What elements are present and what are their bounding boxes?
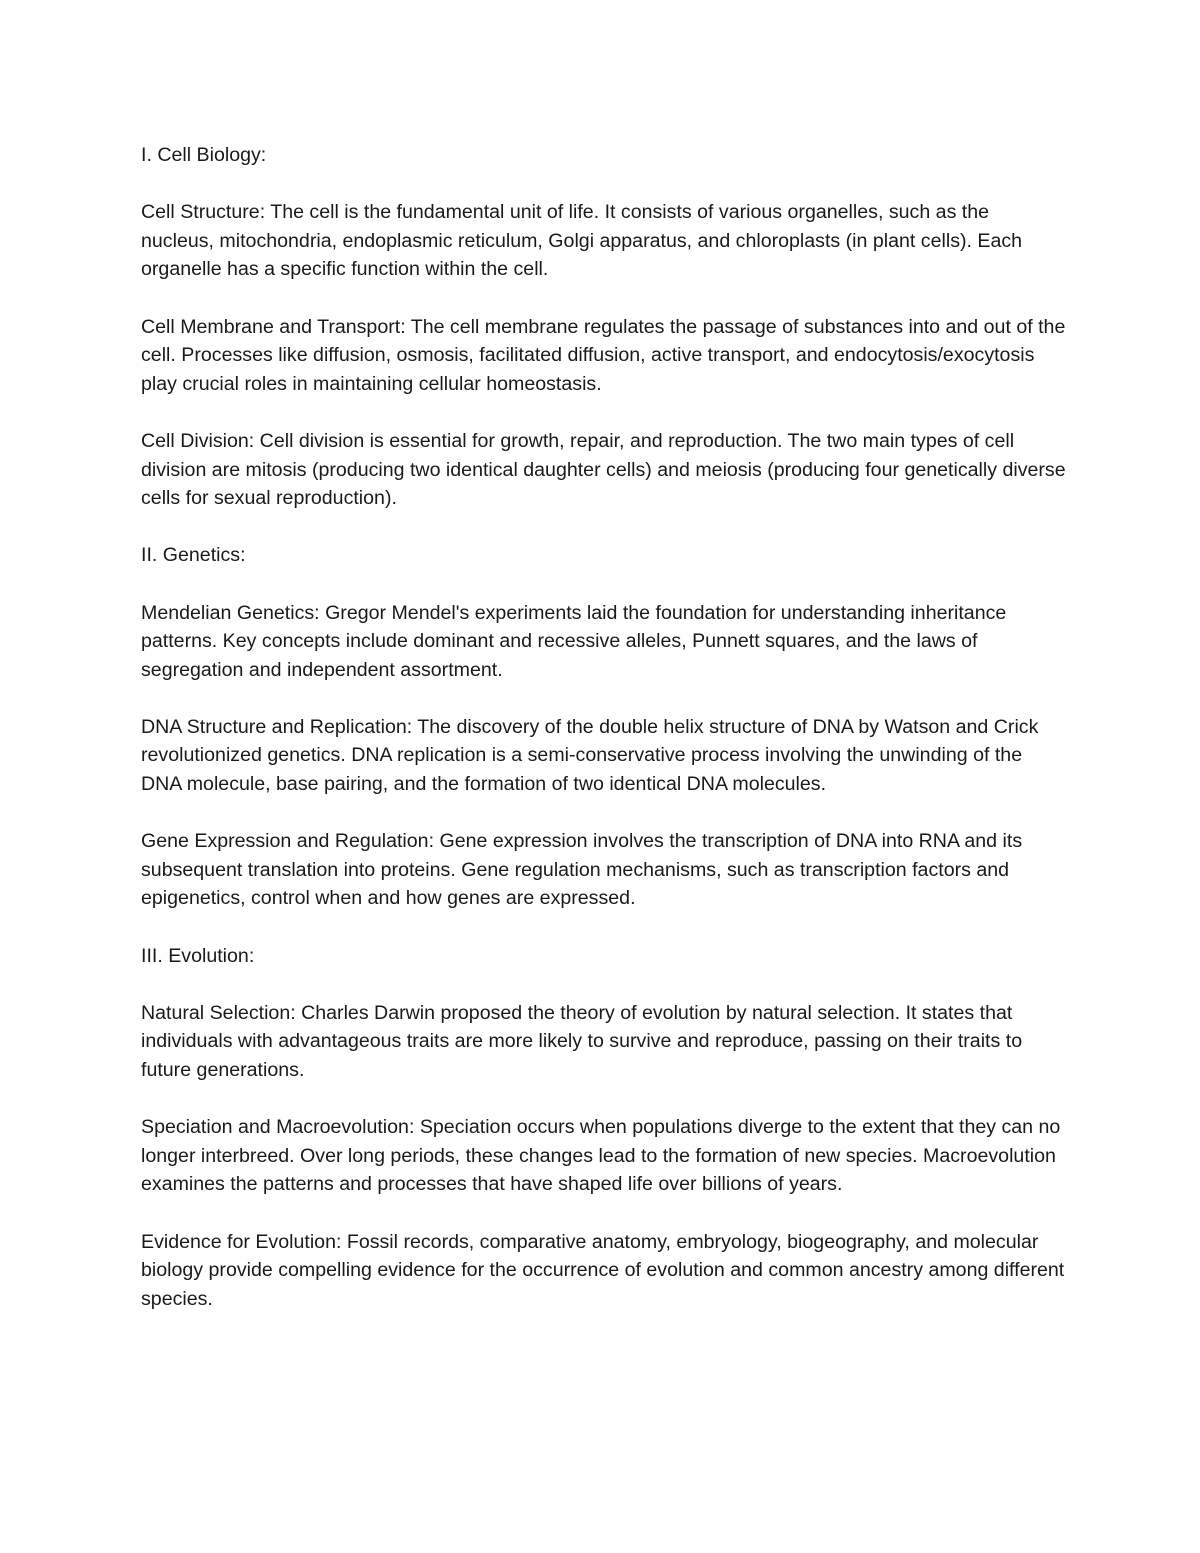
paragraph-gene-expression: Gene Expression and Regulation: Gene expression involves the transcription of DNA into RNA and its subsequent translation into proteins. Gene regulation mechanisms, such as transcription factors and epigenetics, control when and how genes are expressed. xyxy=(141,830,1023,910)
section-heading: II. Genetics: xyxy=(141,544,246,567)
section-genetics xyxy=(141,541,1066,913)
section-heading: I. Cell Biology: xyxy=(141,144,267,166)
paragraph-evidence-evolution: Evidence for Evolution: Fossil records, comparative anatomy, embryology, biogeography, and molecular biology provide compelling evidence for the occurrence of evolution and common ancestry among different species. xyxy=(141,1230,1065,1310)
paragraph-natural-selection: Natural Selection: Charles Darwin proposed the theory of evolution by natural selection. It states that individuals with advantageous traits are more likely to survive and reproduce, passing on their traits to future generations. xyxy=(141,1001,1023,1081)
paragraph-cell-structure: Cell Structure: The cell is the fundamental unit of life. It consists of various organelles, such as the nucleus, mitochondria, endoplasmic reticulum, Golgi apparatus, and chloroplasts (in plant cells). Each organelle has a specific function within the cell. xyxy=(141,201,1023,281)
paragraph-speciation: Speciation and Macroevolution: Speciation occurs when populations diverge to the extent that they can no longer interbreed. Over long periods, these changes lead to the formation of new species. Macroevolution examines the patterns and processes that have shaped life over billions of years. xyxy=(141,1116,1061,1196)
paragraph-mendelian-genetics: Mendelian Genetics: Gregor Mendel's experiments laid the foundation for understanding inheritance patterns. Key concepts include dominant and recessive alleles, Punnett squares, and the laws of segregation and independent assortment. xyxy=(141,601,1007,681)
paragraph-cell-division: Cell Division: Cell division is essential for growth, repair, and reproduction. The two main types of cell division are mitosis (producing two identical daughter cells) and meiosis (producing four genetically diverse cells for sexual reproduction). xyxy=(141,429,1066,510)
paragraph-dna-structure: DNA Structure and Replication: The discovery of the double helix structure of DNA by Watson and Crick revolutionized genetics. DNA replication is a semi-conservative process involving the unwinding of the DNA molecule, base pairing, and the formation of two identical DNA molecules. xyxy=(141,715,1039,796)
section-heading: III. Evolution: xyxy=(141,944,255,967)
section-evolution xyxy=(141,942,1066,1314)
document-page xyxy=(141,141,1066,1342)
section-cell-biology xyxy=(141,141,1066,513)
paragraph-cell-membrane: Cell Membrane and Transport: The cell membrane regulates the passage of substances into and out of the cell. Processes like diffusion, osmosis, facilitated diffusion, active transport, and endocytosis/exocytosis play crucial roles in maintaining cellular homeostasis. xyxy=(141,315,1066,395)
